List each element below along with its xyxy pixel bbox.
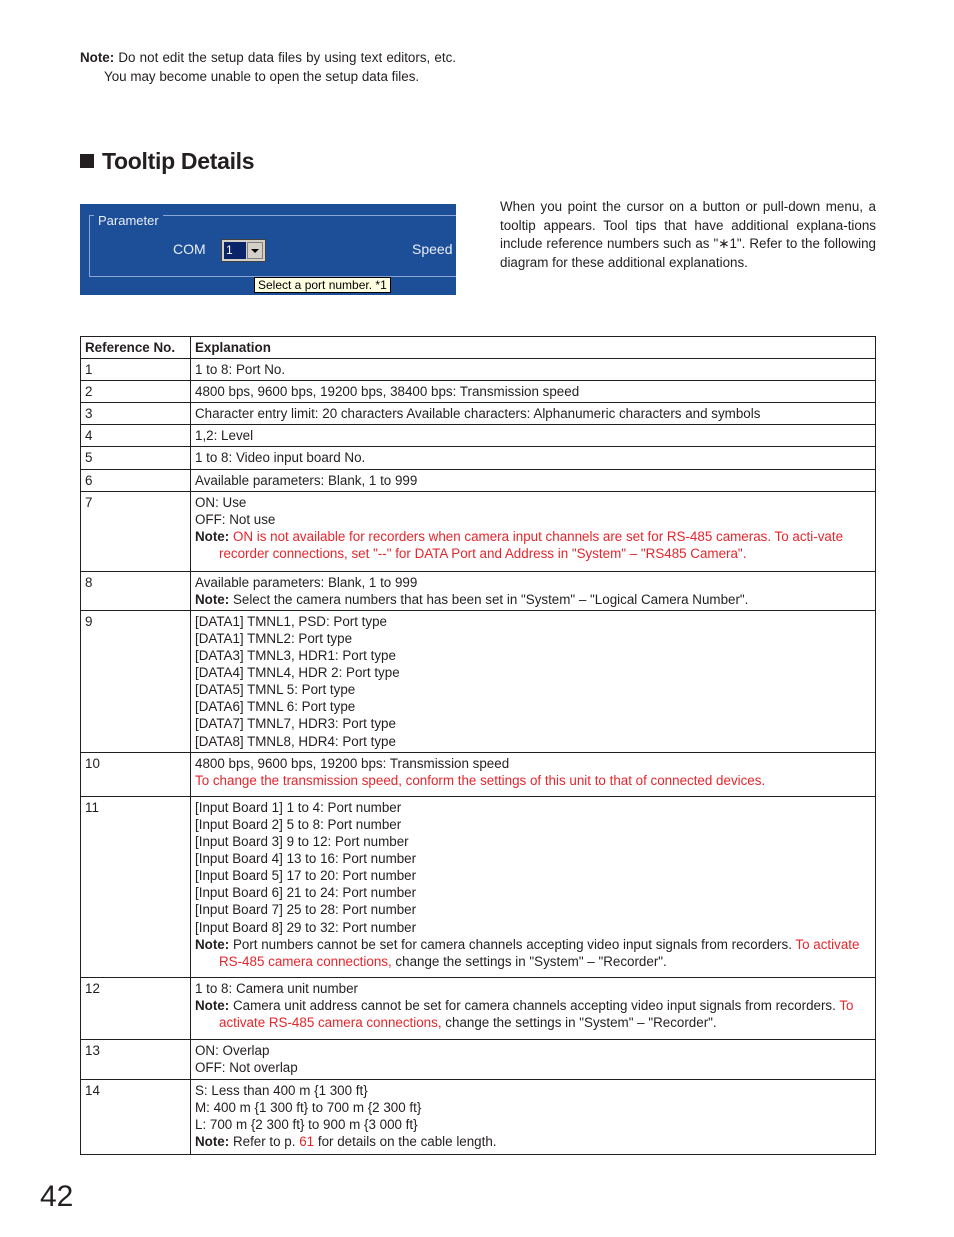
table-row (81, 796, 876, 977)
note-red-text: To activate RS-485 camera connections, (219, 936, 860, 969)
reference-number: 9 (81, 610, 191, 752)
table-row (81, 381, 876, 403)
table-row (81, 571, 876, 610)
reference-number: 10 (81, 752, 191, 796)
table-row (81, 469, 876, 491)
reference-number: 2 (81, 381, 191, 403)
explanation-line: ON: Use (195, 494, 247, 510)
section-square-icon (80, 154, 94, 168)
header-explanation: Explanation (191, 337, 876, 359)
reference-number: 1 (81, 359, 191, 381)
note-label: Note: (195, 997, 230, 1013)
reference-number: 14 (81, 1079, 191, 1154)
header-reference-no: Reference No. (81, 337, 191, 359)
explanation-line: [Input Board 1] 1 to 4: Port number (195, 799, 402, 815)
explanation-line: [Input Board 2] 5 to 8: Port number (195, 816, 402, 832)
table-row (81, 425, 876, 447)
table-row (81, 1039, 876, 1079)
explanation-cell (191, 752, 876, 796)
table-row (81, 1079, 876, 1154)
top-note (80, 49, 456, 86)
explanation-cell (191, 571, 876, 610)
explanation-cell (191, 403, 876, 425)
explanation-note (195, 936, 871, 970)
explanation-line: Character entry limit: 20 characters Available characters: Alphanumeric characters and symbols (195, 406, 761, 422)
explanation-line: 4800 bps, 9600 bps, 19200 bps: Transmission speed (195, 755, 510, 771)
com-port-select[interactable] (221, 239, 266, 262)
explanation-line: [DATA1] TMNL1, PSD: Port type (195, 613, 387, 629)
explanation-cell (191, 1039, 876, 1079)
explanation-line: [DATA1] TMNL2: Port type (195, 630, 353, 646)
reference-number: 12 (81, 977, 191, 1039)
chevron-down-icon[interactable] (247, 242, 263, 259)
reference-table (80, 336, 876, 1155)
note-text: Do not edit the setup data files by using text editors, etc. You may become unable to open the setup data files. (104, 50, 456, 84)
note-after-text: change the settings in "System" – "Recorder". (395, 953, 667, 969)
explanation-line: [DATA5] TMNL 5: Port type (195, 682, 356, 698)
note-text: Select the camera numbers that has been set in "System" – "Logical Camera Number". (232, 591, 749, 607)
explanation-line: [DATA4] TMNL4, HDR 2: Port type (195, 665, 400, 681)
note-label: Note: (195, 591, 230, 607)
explanation-cell (191, 977, 876, 1039)
explanation-line: OFF: Not use (195, 511, 276, 527)
note-label: Note: (80, 50, 115, 65)
explanation-cell (191, 359, 876, 381)
explanation-line: [Input Board 6] 21 to 24: Port number (195, 885, 417, 901)
explanation-note (195, 997, 871, 1031)
explanation-line: Available parameters: Blank, 1 to 999 (195, 472, 418, 488)
table-body (81, 359, 876, 1155)
explanation-line: [Input Board 8] 29 to 32: Port number (195, 919, 417, 935)
explanation-cell (191, 610, 876, 752)
table-row (81, 403, 876, 425)
note-text: Port numbers cannot be set for camera channels accepting video input signals from recorders. (232, 936, 792, 952)
explanation-line: 1 to 8: Port No. (195, 362, 286, 378)
explanation-line: ON: Overlap (195, 1042, 270, 1058)
speed-label: Speed (412, 241, 453, 257)
explanation-line: M: 400 m {1 300 ft} to 700 m {2 300 ft} (195, 1099, 422, 1115)
section-title (80, 148, 254, 175)
table-row (81, 359, 876, 381)
page-number: 42 (40, 1180, 74, 1213)
explanation-line: [DATA3] TMNL3, HDR1: Port type (195, 648, 396, 664)
explanation-line: [Input Board 3] 9 to 12: Port number (195, 834, 409, 850)
explanation-line: [DATA7] TMNL7, HDR3: Port type (195, 716, 396, 732)
explanation-line: 1 to 8: Camera unit number (195, 980, 359, 996)
table-header-row (81, 337, 876, 359)
note-red-text: ON is not available for recorders when camera input channels are set for RS-485 cameras. To acti-vate recorder connections, set "--" for DATA Port and Address in "System" – "RS485 Camera". (219, 528, 844, 561)
note-text: Refer to p. (232, 1134, 296, 1150)
explanation-cell (191, 447, 876, 469)
reference-number: 3 (81, 403, 191, 425)
table-row (81, 610, 876, 752)
table-row (81, 491, 876, 571)
note-red-text: To activate RS-485 camera connections, (219, 997, 854, 1031)
parameter-legend: Parameter (94, 213, 163, 228)
explanation-note (195, 1133, 871, 1150)
explanation-red-line: To change the transmission speed, conform the settings of this unit to that of connected devices. (195, 772, 766, 788)
explanation-line: S: Less than 400 m {1 300 ft} (195, 1082, 368, 1098)
explanation-cell (191, 469, 876, 491)
explanation-line: [Input Board 7] 25 to 28: Port number (195, 902, 417, 918)
note-text: Camera unit address cannot be set for camera channels accepting video input signals from recorders. (232, 997, 836, 1013)
com-port-value: 1 (224, 242, 246, 259)
table-row (81, 447, 876, 469)
explanation-cell (191, 381, 876, 403)
note-after-text: change the settings in "System" – "Recorder". (445, 1015, 717, 1031)
reference-number: 11 (81, 796, 191, 977)
reference-number: 8 (81, 571, 191, 610)
explanation-line: [DATA8] TMNL8, HDR4: Port type (195, 733, 396, 749)
explanation-line: L: 700 m {2 300 ft} to 900 m {3 000 ft} (195, 1117, 418, 1133)
com-label: COM (173, 241, 206, 257)
explanation-note (195, 591, 871, 608)
reference-number: 5 (81, 447, 191, 469)
table-row (81, 752, 876, 796)
explanation-cell (191, 1079, 876, 1154)
note-label: Note: (195, 936, 230, 952)
tooltip-screenshot (80, 204, 456, 295)
explanation-line: [Input Board 4] 13 to 16: Port number (195, 851, 417, 867)
note-red-text: 61 (299, 1134, 315, 1150)
reference-number: 6 (81, 469, 191, 491)
explanation-line: Available parameters: Blank, 1 to 999 (195, 574, 418, 590)
explanation-note (195, 528, 871, 562)
section-title-text: Tooltip Details (102, 148, 255, 174)
note-label: Note: (195, 1134, 230, 1150)
explanation-line: 4800 bps, 9600 bps, 19200 bps, 38400 bps: Transmission speed (195, 384, 580, 400)
tooltip-popup: Select a port number. *1 (254, 277, 391, 293)
explanation-cell (191, 796, 876, 977)
note-after-text: for details on the cable length. (317, 1134, 497, 1150)
intro-paragraph: When you point the cursor on a button or pull-down menu, a tooltip appears. Tool tips that have additional explana-tions include reference numbers such as "∗1". Refer to the following diagram for these additional explanations. (500, 199, 876, 271)
note-label: Note: (195, 528, 230, 544)
explanation-cell (191, 491, 876, 571)
explanation-line: [Input Board 5] 17 to 20: Port number (195, 868, 417, 884)
reference-number: 13 (81, 1039, 191, 1079)
explanation-line: OFF: Not overlap (195, 1059, 298, 1075)
explanation-line: [DATA6] TMNL 6: Port type (195, 699, 356, 715)
table-row (81, 977, 876, 1039)
reference-number: 4 (81, 425, 191, 447)
explanation-line: 1,2: Level (195, 428, 254, 444)
explanation-cell (191, 425, 876, 447)
reference-number: 7 (81, 491, 191, 571)
explanation-line: 1 to 8: Video input board No. (195, 450, 366, 466)
